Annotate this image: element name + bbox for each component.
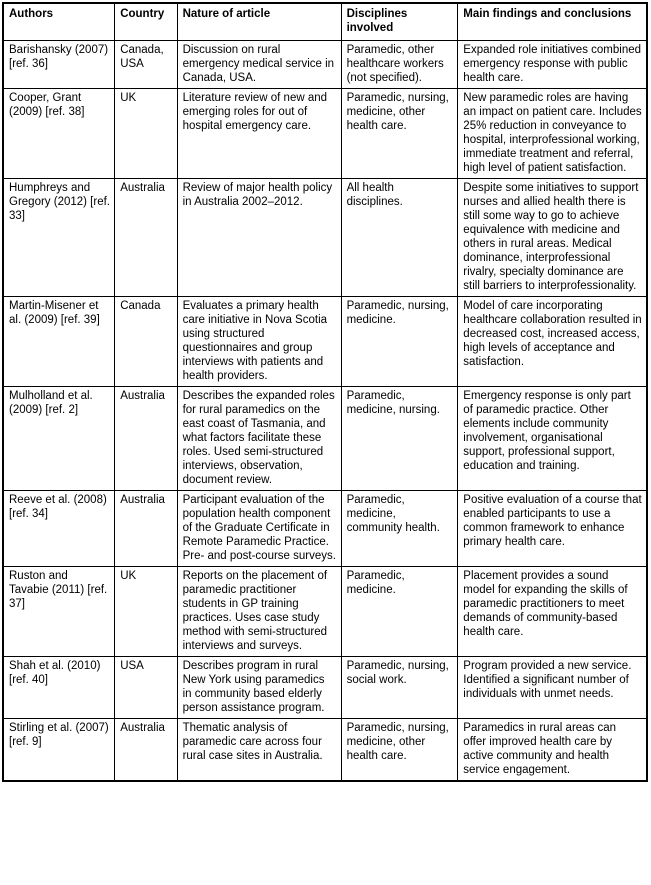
cell-country: Canada <box>115 297 177 387</box>
cell-country: USA <box>115 657 177 719</box>
cell-country: UK <box>115 89 177 179</box>
cell-disciplines-involved: Paramedic, nursing, social work. <box>341 657 458 719</box>
cell-country: Canada, USA <box>115 41 177 89</box>
header-nature-of-article: Nature of article <box>177 3 341 41</box>
cell-nature-of-article: Literature review of new and emerging roles for out of hospital emergency care. <box>177 89 341 179</box>
cell-country: UK <box>115 567 177 657</box>
cell-authors: Humphreys and Gregory (2012) [ref. 33] <box>3 179 115 297</box>
cell-authors: Stirling et al. (2007) [ref. 9] <box>3 719 115 782</box>
cell-authors: Martin-Misener et al. (2009) [ref. 39] <box>3 297 115 387</box>
cell-country: Australia <box>115 719 177 782</box>
cell-disciplines-involved: Paramedic, medicine. <box>341 567 458 657</box>
cell-country: Australia <box>115 387 177 491</box>
cell-main-findings: Despite some initiatives to support nurses and allied health there is still some way to go to achieve equivalence with medicine and others in rural areas. Medical dominance, interprofessional rivalry, specialty dominance are still barriers to interprofessionality. <box>458 179 647 297</box>
table-row <box>3 297 647 387</box>
literature-review-table <box>2 2 648 782</box>
cell-disciplines-involved: Paramedic, nursing, medicine, other health care. <box>341 719 458 782</box>
cell-authors: Mulholland et al. (2009) [ref. 2] <box>3 387 115 491</box>
cell-disciplines-involved: Paramedic, medicine, community health. <box>341 491 458 567</box>
header-country: Country <box>115 3 177 41</box>
table-row <box>3 657 647 719</box>
table-header <box>3 3 647 41</box>
cell-main-findings: Positive evaluation of a course that enabled participants to use a common framework to enhance primary health care. <box>458 491 647 567</box>
cell-nature-of-article: Describes the expanded roles for rural paramedics on the east coast of Tasmania, and what factors facilitate these roles. Used semi-structured interviews, observation, document review. <box>177 387 341 491</box>
cell-nature-of-article: Discussion on rural emergency medical service in Canada, USA. <box>177 41 341 89</box>
cell-main-findings: New paramedic roles are having an impact on patient care. Includes 25% reduction in conveyance to hospital, interprofessional working, immediate treatment and referral, high level of patient satisfaction. <box>458 89 647 179</box>
cell-nature-of-article: Participant evaluation of the population health component of the Graduate Certificate in Remote Paramedic Practice. Pre- and post-course surveys. <box>177 491 341 567</box>
cell-country: Australia <box>115 491 177 567</box>
cell-nature-of-article: Evaluates a primary health care initiative in Nova Scotia using structured questionnaires and group interviews with patients and health providers. <box>177 297 341 387</box>
cell-disciplines-involved: Paramedic, nursing, medicine. <box>341 297 458 387</box>
cell-disciplines-involved: Paramedic, other healthcare workers (not specified). <box>341 41 458 89</box>
cell-authors: Barishansky (2007) [ref. 36] <box>3 41 115 89</box>
header-authors: Authors <box>3 3 115 41</box>
cell-main-findings: Model of care incorporating healthcare collaboration resulted in decreased cost, increased access, high levels of acceptance and satisfaction. <box>458 297 647 387</box>
header-disciplines-involved: Disciplines involved <box>341 3 458 41</box>
cell-main-findings: Placement provides a sound model for expanding the skills of paramedic practitioners to meet demands of community-based health care. <box>458 567 647 657</box>
cell-nature-of-article: Thematic analysis of paramedic care across four rural case sites in Australia. <box>177 719 341 782</box>
cell-country: Australia <box>115 179 177 297</box>
table-row <box>3 387 647 491</box>
table-row <box>3 89 647 179</box>
cell-nature-of-article: Reports on the placement of paramedic practitioner students in GP training practices. Uses case study method with semi-structured interviews and surveys. <box>177 567 341 657</box>
table-body <box>3 41 647 782</box>
cell-authors: Ruston and Tavabie (2011) [ref. 37] <box>3 567 115 657</box>
cell-main-findings: Emergency response is only part of paramedic practice. Other elements include community involvement, organisational support, professional support, education and training. <box>458 387 647 491</box>
header-main-findings: Main findings and conclusions <box>458 3 647 41</box>
cell-disciplines-involved: All health disciplines. <box>341 179 458 297</box>
cell-nature-of-article: Review of major health policy in Australia 2002–2012. <box>177 179 341 297</box>
cell-authors: Cooper, Grant (2009) [ref. 38] <box>3 89 115 179</box>
cell-main-findings: Expanded role initiatives combined emergency response with public health care. <box>458 41 647 89</box>
cell-disciplines-involved: Paramedic, medicine, nursing. <box>341 387 458 491</box>
table-row <box>3 491 647 567</box>
cell-main-findings: Paramedics in rural areas can offer improved health care by active community and health service engagement. <box>458 719 647 782</box>
table-row <box>3 719 647 782</box>
cell-authors: Reeve et al. (2008) [ref. 34] <box>3 491 115 567</box>
header-row <box>3 3 647 41</box>
cell-main-findings: Program provided a new service. Identified a significant number of individuals with unmet needs. <box>458 657 647 719</box>
cell-nature-of-article: Describes program in rural New York using paramedics in community based elderly person assistance program. <box>177 657 341 719</box>
table-row <box>3 179 647 297</box>
table-row <box>3 41 647 89</box>
cell-disciplines-involved: Paramedic, nursing, medicine, other health care. <box>341 89 458 179</box>
table-row <box>3 567 647 657</box>
cell-authors: Shah et al. (2010) [ref. 40] <box>3 657 115 719</box>
